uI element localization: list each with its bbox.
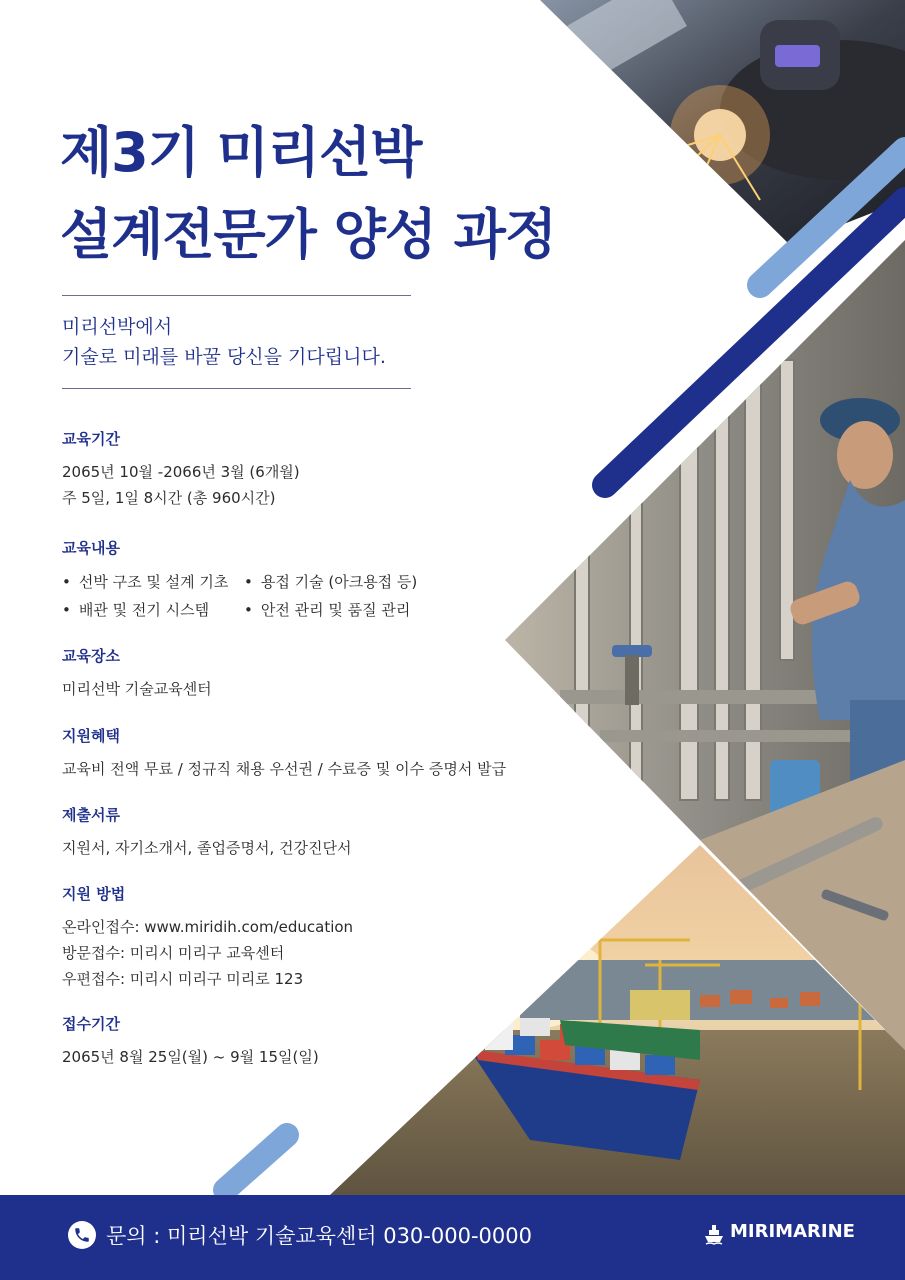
poster-title	[60, 112, 556, 276]
section-content	[62, 537, 444, 624]
content-bullet-list	[62, 568, 444, 624]
title-line-2: 설계전문가 양성 과정	[60, 203, 557, 266]
section-heading: 제출서류	[62, 806, 120, 824]
section-line: 지원서, 자기소개서, 졸업증명서, 건강진단서	[62, 839, 352, 857]
ship-logo-icon	[704, 1223, 724, 1245]
section-line: 교육비 전액 무료 / 정규직 채용 우선권 / 수료증 및 이수 증명서 발급	[62, 760, 507, 778]
list-item: • 안전 관리 및 품질 관리	[244, 596, 444, 624]
list-item: • 선박 구조 및 설계 기초	[62, 568, 242, 596]
section-apply	[62, 883, 353, 992]
section-line: 미리선박 기술교육센터	[62, 680, 212, 698]
divider-top	[62, 295, 411, 296]
section-line: 2065년 10월 -2066년 3월 (6개월)	[62, 463, 300, 481]
subtitle-line-2: 기술로 미래를 바꿀 당신을 기다립니다.	[62, 346, 386, 368]
divider-bottom	[62, 388, 411, 389]
subtitle	[62, 312, 386, 372]
footer-bar	[0, 1195, 905, 1280]
brand-name: MIRIMARINE	[730, 1221, 855, 1242]
section-heading: 지원 방법	[62, 885, 126, 903]
inquiry-text: 문의 : 미리선박 기술교육센터 030-000-0000	[106, 1224, 532, 1248]
list-item: • 배관 및 전기 시스템	[62, 596, 242, 624]
section-line: 주 5일, 1일 8시간 (총 960시간)	[62, 489, 276, 507]
phone-icon	[68, 1221, 96, 1249]
section-heading: 지원혜택	[62, 727, 120, 745]
section-line: 온라인접수: www.miridih.com/education	[62, 918, 354, 936]
subtitle-line-1: 미리선박에서	[62, 316, 173, 338]
section-place	[62, 645, 212, 702]
title-line-1: 제3기 미리선박	[60, 121, 422, 184]
list-item: • 용접 기술 (아크용접 등)	[244, 568, 444, 596]
section-heading: 교육장소	[62, 647, 120, 665]
section-benefits	[62, 725, 506, 782]
section-documents	[62, 804, 351, 861]
section-line: 방문접수: 미리시 미리구 교육센터	[62, 944, 285, 962]
accent-bar-bottom	[225, 1135, 287, 1190]
section-heading: 접수기간	[62, 1015, 120, 1033]
section-heading: 교육내용	[62, 539, 120, 557]
section-heading: 교육기간	[62, 430, 120, 448]
section-line: 우편접수: 미리시 미리구 미리로 123	[62, 970, 304, 988]
section-period	[62, 428, 300, 511]
section-deadline	[62, 1013, 319, 1070]
section-line: 2065년 8월 25일(월) ~ 9월 15일(일)	[62, 1048, 319, 1066]
